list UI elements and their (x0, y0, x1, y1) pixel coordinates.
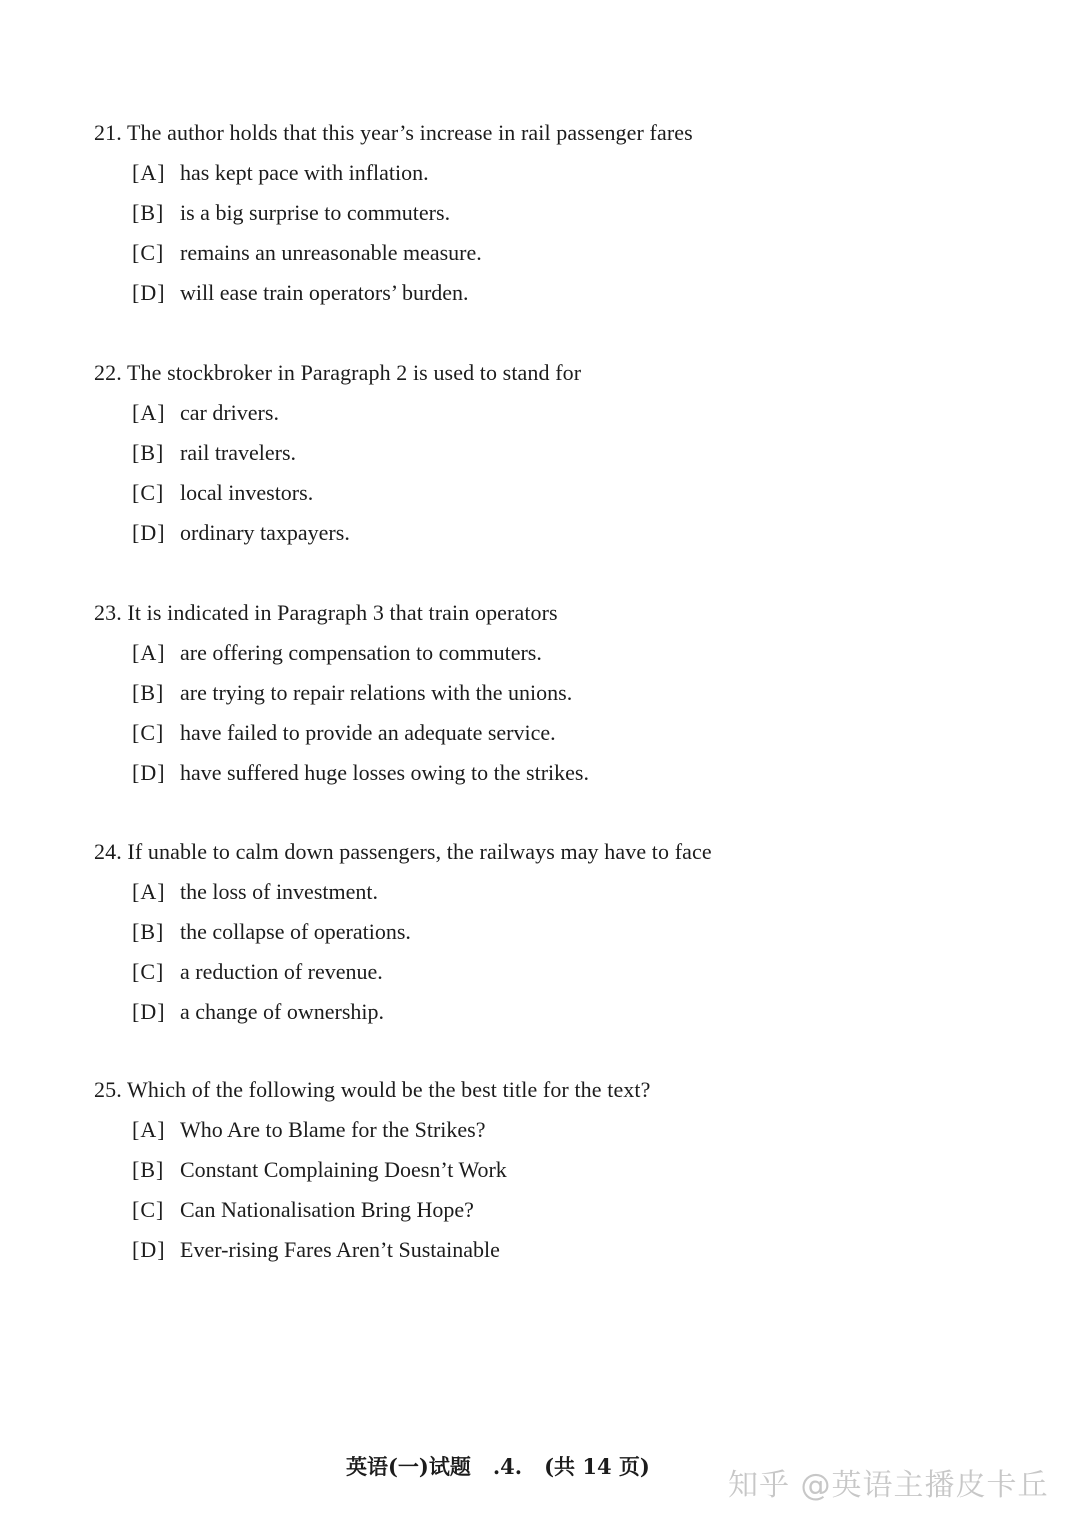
option-a (132, 633, 994, 673)
question-text: If unable to calm down passengers, the railways may have to face (127, 839, 712, 864)
option-letter: [B] (132, 680, 165, 705)
option-d (132, 273, 994, 313)
option-letter: [B] (132, 440, 165, 465)
option-letter: [C] (132, 480, 165, 505)
question-text: The stockbroker in Paragraph 2 is used to stand for (127, 360, 582, 385)
option-letter: [D] (132, 520, 166, 545)
option-text: Who Are to Blame for the Strikes? (180, 1117, 486, 1142)
question-number: 23. (94, 600, 122, 625)
option-d (132, 992, 994, 1032)
option-text: Constant Complaining Doesn’t Work (180, 1157, 507, 1182)
option-a (132, 153, 994, 193)
option-text: Ever-rising Fares Aren’t Sustainable (180, 1237, 500, 1262)
question-25 (94, 1070, 994, 1270)
option-letter: [C] (132, 1197, 165, 1222)
option-letter: [B] (132, 919, 165, 944)
option-letter: [C] (132, 959, 165, 984)
option-b (132, 193, 994, 233)
option-text: remains an unreasonable measure. (180, 240, 482, 265)
page-footer (346, 1452, 650, 1482)
question-number: 24. (94, 839, 122, 864)
option-text: are offering compensation to commuters. (180, 640, 542, 665)
option-text: will ease train operators’ burden. (180, 280, 469, 305)
option-text: local investors. (180, 480, 314, 505)
option-a (132, 393, 994, 433)
option-letter: [C] (132, 240, 165, 265)
option-letter: [A] (132, 160, 166, 185)
option-text: have suffered huge losses owing to the strikes. (180, 760, 589, 785)
option-letter: [D] (132, 760, 166, 785)
option-text: the collapse of operations. (180, 919, 411, 944)
footer-total-pages: (共 14 页) (544, 1454, 650, 1479)
option-text: are trying to repair relations with the unions. (180, 680, 573, 705)
footer-subject: 英语(一)试题 (346, 1454, 471, 1479)
option-b (132, 433, 994, 473)
option-c (132, 952, 994, 992)
question-stem (94, 353, 994, 393)
option-text: a change of ownership. (180, 999, 385, 1024)
option-c (132, 473, 994, 513)
option-letter: [D] (132, 999, 166, 1024)
option-letter: [D] (132, 280, 166, 305)
option-text: a reduction of revenue. (180, 959, 383, 984)
question-22 (94, 353, 994, 553)
question-24 (94, 832, 994, 1032)
question-text: The author holds that this year’s increase in rail passenger fares (127, 120, 693, 145)
option-b (132, 912, 994, 952)
option-letter: [B] (132, 200, 165, 225)
option-text: rail travelers. (180, 440, 297, 465)
question-stem (94, 1070, 994, 1110)
question-stem (94, 593, 994, 633)
option-letter: [A] (132, 879, 166, 904)
option-letter: [D] (132, 1237, 166, 1262)
option-text: have failed to provide an adequate service. (180, 720, 556, 745)
option-letter: [A] (132, 1117, 166, 1142)
option-d (132, 513, 994, 553)
option-a (132, 872, 994, 912)
option-text: has kept pace with inflation. (180, 160, 429, 185)
option-a (132, 1110, 994, 1150)
question-number: 22. (94, 360, 122, 385)
option-c (132, 713, 994, 753)
option-text: car drivers. (180, 400, 279, 425)
question-23 (94, 593, 994, 793)
question-21 (94, 113, 994, 313)
option-letter: [B] (132, 1157, 165, 1182)
question-stem (94, 832, 994, 872)
option-letter: [A] (132, 640, 166, 665)
option-text: ordinary taxpayers. (180, 520, 350, 545)
option-b (132, 673, 994, 713)
option-text: is a big surprise to commuters. (180, 200, 451, 225)
option-c (132, 233, 994, 273)
option-c (132, 1190, 994, 1230)
question-text: It is indicated in Paragraph 3 that train operators (127, 600, 558, 625)
question-text: Which of the following would be the best title for the text? (127, 1077, 651, 1102)
watermark: 知乎 @英语主播皮卡丘 (728, 1468, 1049, 1503)
option-text: Can Nationalisation Bring Hope? (180, 1197, 474, 1222)
option-b (132, 1150, 994, 1190)
option-d (132, 1230, 994, 1270)
option-text: the loss of investment. (180, 879, 378, 904)
option-d (132, 753, 994, 793)
question-number: 25. (94, 1077, 122, 1102)
option-letter: [C] (132, 720, 165, 745)
question-number: 21. (94, 120, 122, 145)
question-stem (94, 113, 994, 153)
option-letter: [A] (132, 400, 166, 425)
footer-page-number: .4. (492, 1454, 523, 1479)
